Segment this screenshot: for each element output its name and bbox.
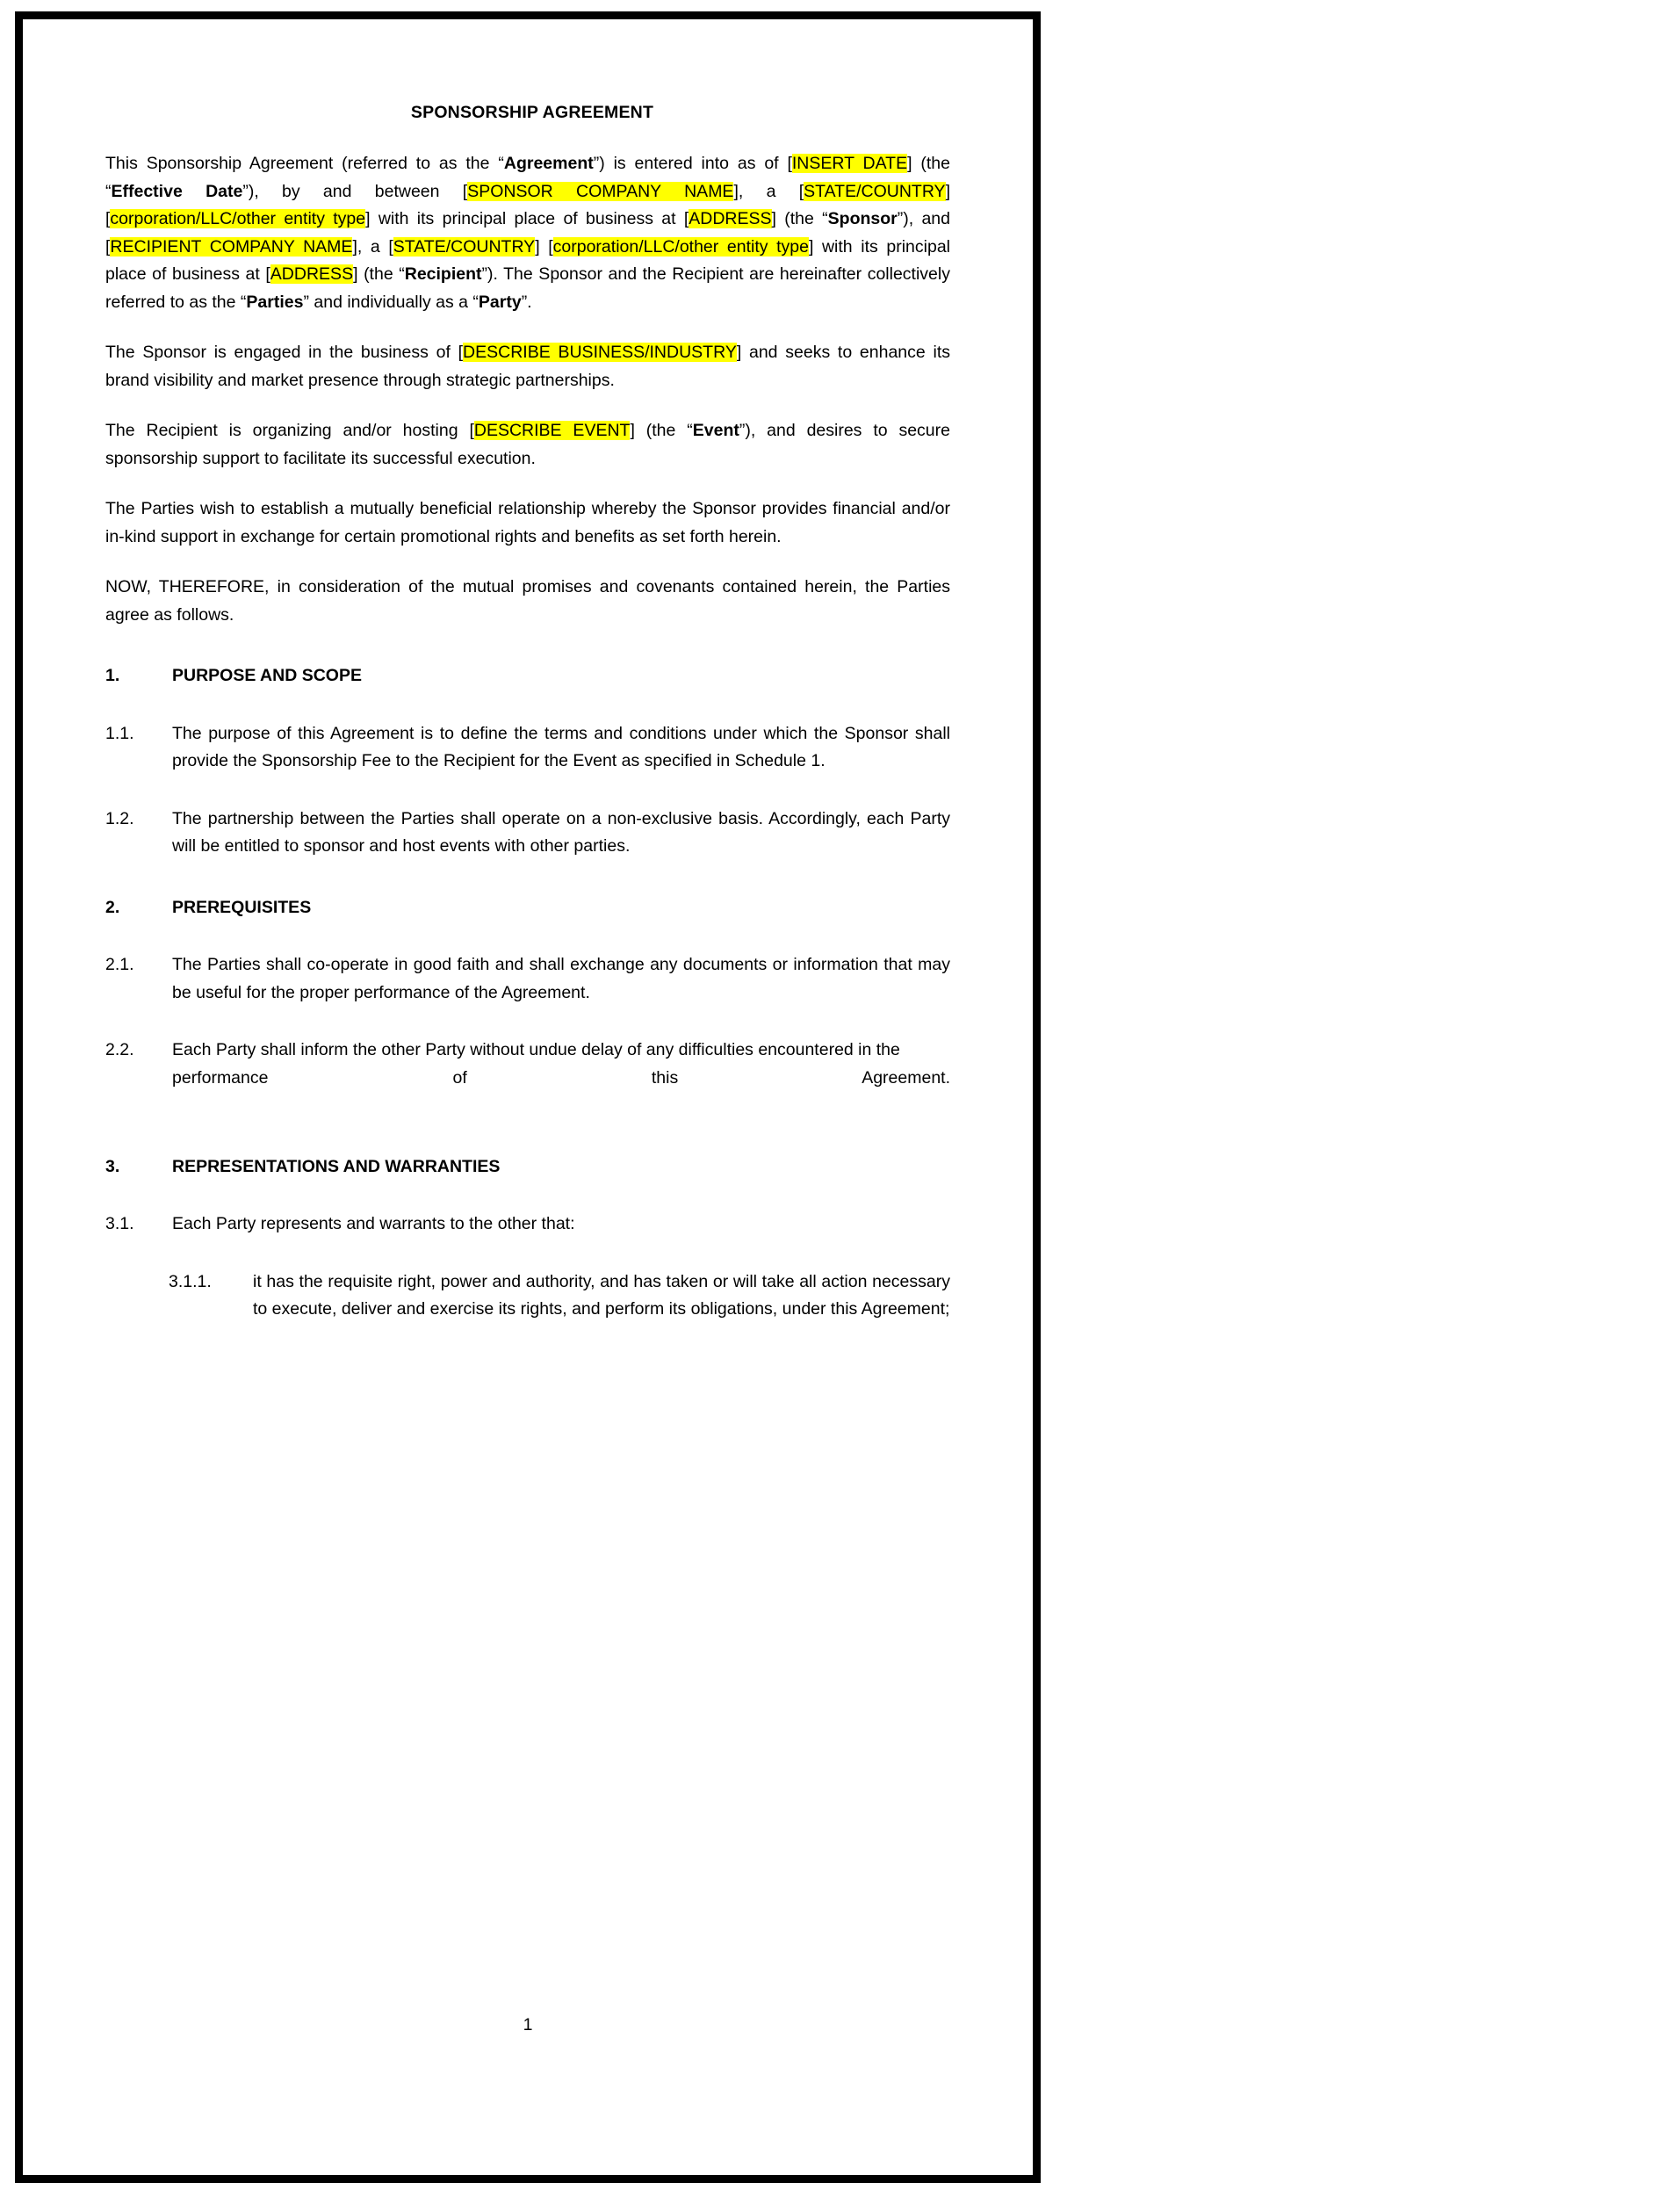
section-heading-2 (105, 894, 950, 922)
para3-text-3: ”), and desires to secure sponsorship support to facilitate its successful execution. (105, 421, 950, 468)
para1-text-9: ”), and [ (105, 209, 950, 257)
section-3-number: 3. (105, 1156, 120, 1176)
term-recipient: Recipient (404, 264, 482, 284)
clause-2-2-body (172, 1037, 950, 1120)
clause-1-1-text: The purpose of this Agreement is to define the terms and conditions under which the Sponsor shall provide the Sponsorship Fee to the Recipient for the Event as specified in Schedule 1. (172, 723, 950, 770)
para1-text-3: ] (the “ (105, 154, 950, 201)
section-heading-1 (105, 662, 950, 690)
clause-2-2-number: 2.2. (105, 1040, 134, 1059)
para2-text-1: The Sponsor is engaged in the business of [ (105, 343, 464, 362)
term-parties: Parties (246, 292, 304, 312)
para1-text-10: ], a [ (352, 236, 393, 257)
term-effective-date: Effective Date (111, 181, 243, 201)
clause-1-2 (105, 806, 950, 861)
clause-2-1 (105, 951, 950, 1007)
placeholder-describe-event[interactable]: DESCRIBE EVENT (473, 421, 631, 440)
clause-1-2-text: The partnership between the Parties shall operate on a non-exclusive basis. Accordingly, each Party will be entitled to sponsor and host events with other parties. (172, 808, 950, 856)
clause-1-2-number: 1.2. (105, 808, 134, 828)
term-event: Event (692, 421, 739, 440)
page-number: 1 (523, 2015, 533, 2034)
section-2-title: PREREQUISITES (172, 897, 312, 917)
para1-text-1: This Sponsorship Agreement (referred to as the “ (105, 154, 504, 173)
clause-3-1-1 (105, 1268, 950, 1324)
placeholder-recipient-company-name[interactable]: RECIPIENT COMPANY NAME (110, 236, 353, 257)
clause-3-1-text: Each Party represents and warrants to the other that: (172, 1214, 575, 1233)
preamble-paragraph-4: The Parties wish to establish a mutually beneficial relationship whereby the Sponsor provides financial and/or in-kind support in exchange for certain promotional rights and benefits as set forth herein. (105, 499, 950, 546)
para3-text-2: ] (the “ (630, 421, 693, 440)
placeholder-recipient-address[interactable]: ADDRESS (270, 264, 354, 284)
placeholder-sponsor-entity-type[interactable]: corporation/LLC/other entity type (110, 209, 366, 228)
para1-text-15: ” and individually as a “ (303, 292, 479, 312)
para1-text-11: ] [ (535, 236, 553, 257)
para3-text-1: The Recipient is organizing and/or hosting [ (105, 421, 474, 440)
clause-3-1-1-number: 3.1.1. (169, 1271, 212, 1291)
term-party: Party (478, 292, 522, 312)
clause-3-1-number: 3.1. (105, 1214, 134, 1233)
clause-2-2 (105, 1037, 950, 1120)
term-agreement: Agreement (503, 154, 594, 173)
clause-2-1-number: 2.1. (105, 955, 134, 974)
para1-text-4: ”), by and between [ (242, 181, 468, 201)
section-1-number: 1. (105, 666, 120, 685)
para1-text-12: ] with its principal place of business at [ (105, 236, 950, 284)
placeholder-sponsor-address[interactable]: ADDRESS (689, 209, 772, 228)
term-sponsor: Sponsor (827, 209, 898, 228)
para1-text-16: ”. (521, 292, 532, 312)
document-title: SPONSORSHIP AGREEMENT (410, 103, 654, 122)
clause-2-2-line-2: performance of this Agreement. (172, 1067, 950, 1088)
section-heading-3 (105, 1153, 950, 1182)
para1-text-7: ] with its principal place of business at [ (365, 209, 689, 228)
clause-1-1 (105, 720, 950, 776)
document-body (105, 103, 950, 1354)
preamble-paragraph-1 (105, 150, 950, 316)
para1-text-6: ] [ (105, 181, 950, 228)
clause-2-2-line-1: Each Party shall inform the other Party without undue delay of any difficulties encountered in the (172, 1040, 900, 1059)
section-3-title: REPRESENTATIONS AND WARRANTIES (172, 1156, 501, 1176)
placeholder-describe-business-industry[interactable]: DESCRIBE BUSINESS/INDUSTRY (463, 343, 737, 362)
placeholder-sponsor-state-country[interactable]: STATE/COUNTRY (804, 181, 946, 201)
para1-text-5: ], a [ (733, 181, 804, 201)
clause-2-1-text: The Parties shall co-operate in good faith and shall exchange any documents or information that may be useful for the proper performance of the Agreement. (172, 955, 950, 1002)
placeholder-sponsor-company-name[interactable]: SPONSOR COMPANY NAME (467, 181, 734, 201)
section-1-title: PURPOSE AND SCOPE (172, 666, 362, 685)
para1-text-13: ] (the “ (353, 264, 405, 284)
clause-3-1 (105, 1211, 950, 1239)
clause-3-1-1-text: it has the requisite right, power and authority, and has taken or will take all action necessary to execute, deliver and exercise its rights, and perform its obligations, under this Agreement; (253, 1271, 950, 1319)
preamble-paragraph-2 (105, 339, 950, 394)
clause-1-1-number: 1.1. (105, 723, 134, 743)
placeholder-recipient-state-country[interactable]: STATE/COUNTRY (393, 236, 536, 257)
preamble-paragraph-5: NOW, THEREFORE, in consideration of the mutual promises and covenants contained herein, the Parties agree as follows. (105, 577, 950, 625)
page-sheet (23, 19, 1033, 2175)
placeholder-insert-date[interactable]: INSERT DATE (791, 154, 908, 173)
para1-text-2: ”) is entered into as of [ (593, 154, 792, 173)
para2-text-2: ] and seeks to enhance its brand visibility and market presence through strategic partnerships. (105, 343, 950, 390)
preamble-paragraph-3 (105, 417, 950, 473)
para1-text-14: ”). The Sponsor and the Recipient are hereinafter collectively referred to as the “ (105, 264, 950, 312)
para1-text-8: ] (the “ (771, 209, 828, 228)
section-2-number: 2. (105, 897, 120, 917)
placeholder-recipient-entity-type[interactable]: corporation/LLC/other entity type (552, 236, 809, 257)
